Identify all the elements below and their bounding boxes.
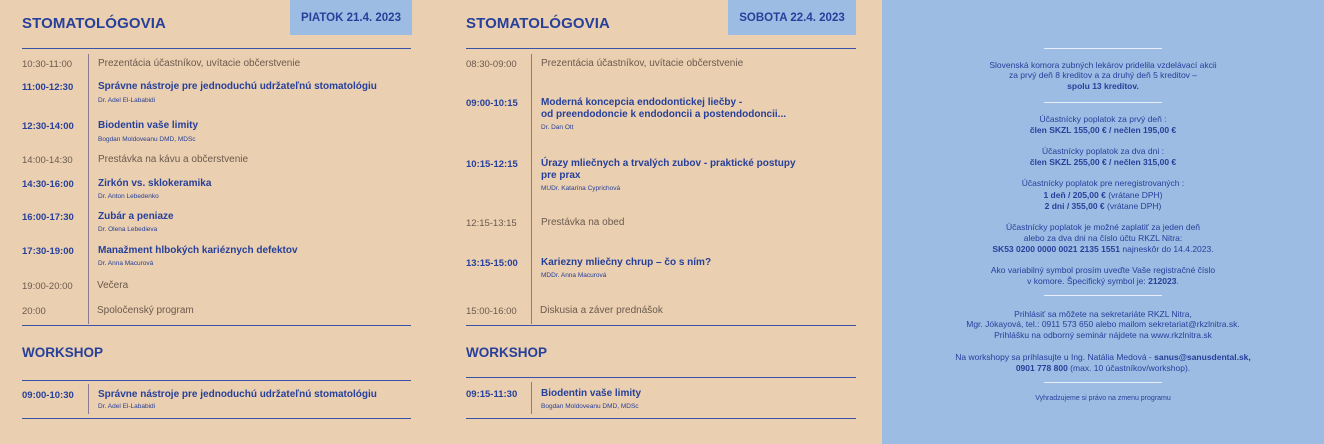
row-speaker: MUDr. Katarína Cyprichová xyxy=(541,185,621,192)
payment-account: SK53 0200 0000 0021 2135 1551 najneskôr do 14.4.2023. xyxy=(992,244,1214,254)
section-heading: STOMATOLÓGOVIA xyxy=(22,15,166,32)
workshop-heading: WORKSHOP xyxy=(466,345,547,360)
registration-text: Prihlášku na odborný seminár nájdete na www.rkzlnitra.sk xyxy=(994,330,1212,340)
row-title: Biodentin vaše limity xyxy=(541,388,642,399)
row-title: Manažment hlbokých kariéznych defektov xyxy=(98,245,298,256)
row-time: 09:15-11:30 xyxy=(466,389,518,400)
row-title: Správne nástroje pre jednoduchú udržateľnú stomatológiu xyxy=(98,81,377,92)
row-title: Prestávka na obed xyxy=(541,217,625,228)
divider xyxy=(466,418,856,419)
row-time: 13:15-15:00 xyxy=(466,258,518,269)
row-title: Prezentácia účastníkov, uvítacie občerstvenie xyxy=(98,58,301,69)
info-divider xyxy=(1044,102,1162,103)
credits-text: za prvý deň 8 kreditov a za druhý deň 5 kreditov – xyxy=(1008,70,1198,80)
row-time: 15:00-16:00 xyxy=(466,306,517,317)
row-time: 08:30-09:00 xyxy=(466,59,517,70)
row-title: Prezentácia účastníkov, uvítacie občerstvenie xyxy=(541,58,744,69)
row-time: 10:30-11:00 xyxy=(22,59,73,70)
variable-symbol-text: Ako variabilný symbol prosím uveďte Vaše registračné číslo xyxy=(990,265,1216,275)
row-title: Úrazy mliečnych a trvalých zubov - praktické postupy xyxy=(541,158,796,169)
time-divider xyxy=(88,54,89,324)
row-time: 14:00-14:30 xyxy=(22,155,73,166)
program-day2 xyxy=(444,0,882,444)
divider xyxy=(466,48,856,49)
row-time: 09:00-10:15 xyxy=(466,98,518,109)
row-title: Večera xyxy=(97,280,129,291)
row-speaker: Dr. Adel El-Lababidi xyxy=(98,97,156,104)
row-title-line2: od preendodoncie k endodoncii a postendodoncii... xyxy=(541,109,787,120)
workshop-registration: Na workshopy sa prihlasujte u Ing. Natália Medová - sanus@sanusdental.sk, xyxy=(955,352,1251,362)
fee-day1-label: Účastnícky poplatok za prvý deň : xyxy=(1039,114,1167,124)
footer-note: Vyhradzujeme si právo na zmenu programu xyxy=(1035,395,1171,402)
divider xyxy=(22,325,411,326)
info-divider xyxy=(1044,382,1162,383)
row-title: Diskusia a záver prednášok xyxy=(540,305,663,316)
credits-text: Slovenská komora zubných lekárov pridelila vzdelávací akcii xyxy=(989,60,1217,70)
row-time: 12:15-13:15 xyxy=(466,218,517,229)
divider xyxy=(22,418,411,419)
row-title: Spoločenský program xyxy=(97,305,194,316)
row-time: 20:00 xyxy=(22,306,46,317)
info-divider xyxy=(1044,295,1162,296)
row-speaker: Dr. Dan Ott xyxy=(541,124,574,131)
registration-text: Prihlásiť sa môžete na sekretariáte RKZL Nitra, xyxy=(1014,309,1192,319)
row-title-line2: pre prax xyxy=(541,170,581,181)
divider xyxy=(22,380,411,381)
fee-unregistered-label: Účastnícky poplatok pre neregistrovaných : xyxy=(1021,178,1185,188)
row-time: 17:30-19:00 xyxy=(22,246,74,257)
specific-symbol: v komore. Špecifický symbol je: 212023. xyxy=(1027,276,1179,286)
row-title: Zirkón vs. sklokeramika xyxy=(98,178,212,189)
payment-text: Účastnícky poplatok je možné zaplatiť za jeden deň xyxy=(1005,222,1201,232)
row-speaker: Dr. Anna Macurová xyxy=(98,260,154,267)
registration-text: Mgr. Jókayová, tel.: 0911 573 650 alebo mailom sekretariat@rkzlnitra.sk. xyxy=(966,319,1240,329)
row-speaker: Bogdan Moldoveanu DMD, MDSc xyxy=(98,136,196,143)
row-time: 12:30-14:00 xyxy=(22,121,74,132)
fee-day1-value: člen SKZL 155,00 € / nečlen 195,00 € xyxy=(1029,125,1177,135)
payment-text: alebo za dva dni na číslo účtu RKZL Nitra: xyxy=(1023,233,1183,243)
row-title: Biodentin vaše limity xyxy=(98,120,199,131)
fee-day2-value: člen SKZL 255,00 € / nečlen 315,00 € xyxy=(1029,157,1177,167)
row-speaker: Bogdan Moldoveanu DMD, MDSc xyxy=(541,403,639,410)
row-title: Prestávka na kávu a občerstvenie xyxy=(98,154,249,165)
time-divider xyxy=(531,382,532,414)
workshop-heading: WORKSHOP xyxy=(22,345,103,360)
row-time: 09:00-10:30 xyxy=(22,390,74,401)
date-badge: SOBOTA 22.4. 2023 xyxy=(728,0,856,35)
row-time: 11:00-12:30 xyxy=(22,82,74,93)
fee-unregistered-2: 2 dni / 355,00 € (vrátane DPH) xyxy=(1044,201,1162,211)
row-time: 14:30-16:00 xyxy=(22,179,74,190)
row-speaker: Dr. Adel El-Lababidi xyxy=(98,403,156,410)
row-time: 19:00-20:00 xyxy=(22,281,73,292)
row-title: Moderná koncepcia endodontickej liečby - xyxy=(541,97,743,108)
row-title: Zubár a peniaze xyxy=(98,211,174,222)
info-panel xyxy=(882,0,1324,444)
date-badge: PIATOK 21.4. 2023 xyxy=(290,0,412,35)
time-divider xyxy=(88,384,89,414)
program-day1 xyxy=(0,0,440,444)
fee-unregistered-1: 1 deň / 205,00 € (vrátane DPH) xyxy=(1043,190,1163,200)
row-speaker: Dr. Anton Lebedenko xyxy=(98,193,159,200)
row-speaker: Dr. Olena Lebedieva xyxy=(98,226,158,233)
row-title: Kariezny mliečny chrup – čo s ním? xyxy=(541,257,712,268)
row-time: 16:00-17:30 xyxy=(22,212,74,223)
row-time: 10:15-12:15 xyxy=(466,159,518,170)
workshop-contact: 0901 778 800 (max. 10 účastníkov/workshop). xyxy=(1015,363,1191,373)
fee-day2-label: Účastnícky poplatok za dva dni : xyxy=(1042,146,1164,156)
divider xyxy=(466,377,856,378)
section-heading: STOMATOLÓGOVIA xyxy=(466,15,610,32)
row-speaker: MDDr. Anna Macurová xyxy=(541,272,607,279)
row-title: Správne nástroje pre jednoduchú udržateľnú stomatológiu xyxy=(98,389,377,400)
divider xyxy=(22,48,411,49)
time-divider xyxy=(531,54,532,324)
divider xyxy=(466,325,856,326)
credits-total: spolu 13 kreditov. xyxy=(1067,81,1139,91)
info-divider xyxy=(1044,48,1162,49)
